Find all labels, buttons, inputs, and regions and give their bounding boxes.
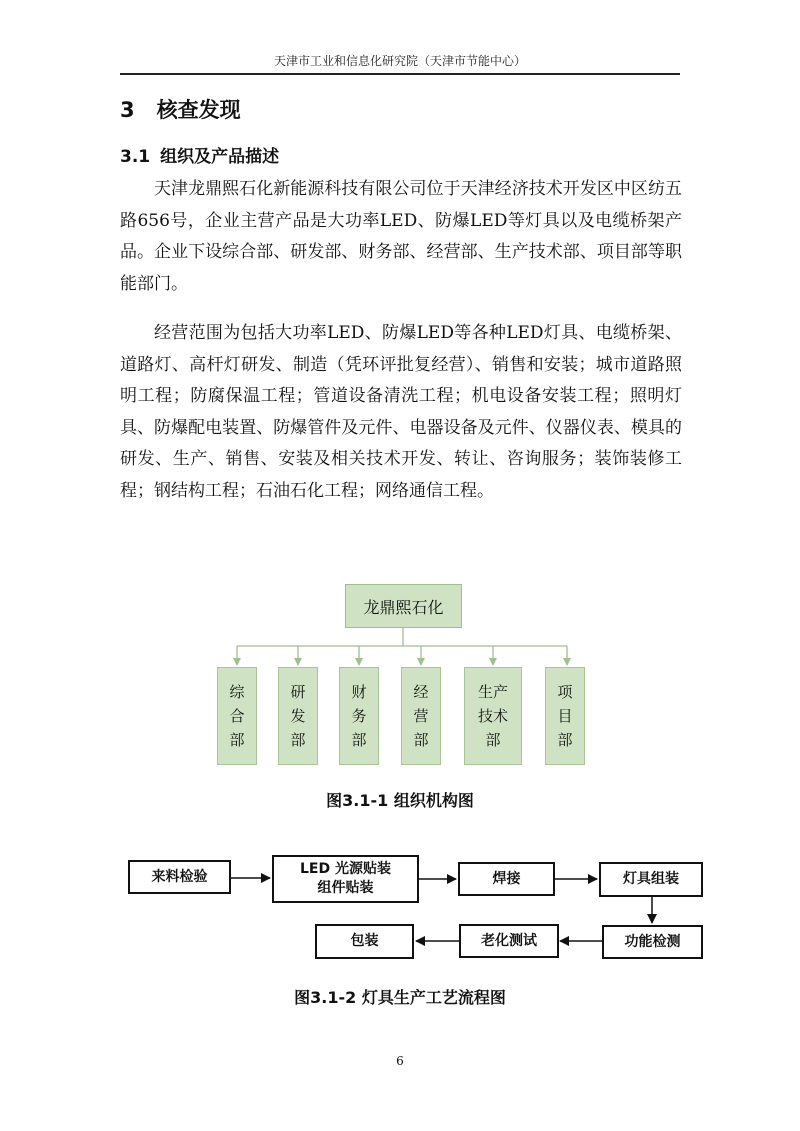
subsection-title: 组织及产品描述 [160,147,280,167]
flow-chart-caption: 图3.1-2 灯具生产工艺流程图 [294,988,506,1007]
dept-label-line: 部 [413,731,429,749]
dept-label-line: 生产 [477,683,508,701]
org-dept-operations [401,667,441,765]
org-dept-production-tech [464,667,522,765]
flow-step-smt-line2: 组件贴装 [317,880,374,896]
dept-label-line: 发 [290,707,306,725]
dept-label-line: 务 [351,707,367,725]
section-title: 核查发现 [156,98,241,122]
dept-label-line: 项 [557,683,573,701]
dept-label-line: 部 [290,731,306,749]
paragraph-business-scope: 经营范围为包括大功率LED、防爆LED等各种LED灯具、电缆桥架、道路灯、高杆灯研发、制造（凭环评批复经营）、销售和安装；城市道路照明工程；防腐保温工程；管道设备清洗工程；机电设备安装工程；照明灯具、防爆配电装置、防爆管件及元件、电器设备及元件、仪器仪表、模具的研发、生产、销售、安装及相关技术开发、转让、咨询服务；装饰装修工程；钢结构工程；石油石化工程；网络通信工程。 [120,323,682,501]
dept-label-line: 综 [229,683,245,701]
dept-label-line: 部 [557,731,573,749]
dept-label-line: 合 [229,707,245,725]
flow-step-function-test: 功能检测 [602,925,703,959]
paragraph-company-intro: 天津龙鼎熙石化新能源科技有限公司位于天津经济技术开发区中区纺五路656号，企业主营产品是大功率LED、防爆LED等灯具以及电缆桥架产品。企业下设综合部、研发部、财务部、经营部、生产技术部、项目部等职能部门。 [120,179,682,294]
dept-label-line: 部 [229,731,245,749]
flow-step-aging-test: 老化测试 [459,924,559,958]
org-dept-general [217,667,257,765]
dept-label-line: 研 [290,683,306,701]
page-header: 天津市工业和信息化研究院（天津市节能中心） [273,54,526,68]
flow-step-smt [272,855,419,903]
section-number: 3 [120,98,135,122]
dept-label-line: 财 [351,683,367,701]
org-dept-finance [339,667,379,765]
dept-label-line: 营 [413,707,429,725]
org-chart-connectors [237,628,567,665]
org-dept-project [545,667,585,765]
flow-step-packaging: 包装 [315,924,414,959]
dept-label-line: 部 [351,731,367,749]
org-chart-caption: 图3.1-1 组织机构图 [326,791,474,810]
subsection-number: 3.1 [120,147,151,167]
dept-label-line: 技术 [477,707,508,725]
page-number: 6 [396,1054,404,1068]
org-dept-rnd [278,667,318,765]
org-root-node: 龙鼎熙石化 [345,584,462,628]
dept-label-line: 经 [413,683,429,701]
dept-label-line: 目 [557,707,573,725]
flow-step-welding: 焊接 [458,862,555,896]
flow-step-incoming-inspection: 来料检验 [128,860,231,894]
flow-step-assembly: 灯具组装 [599,862,703,897]
dept-label-line: 部 [485,731,501,749]
flow-step-smt-line1: LED 光源贴装 [300,861,391,877]
